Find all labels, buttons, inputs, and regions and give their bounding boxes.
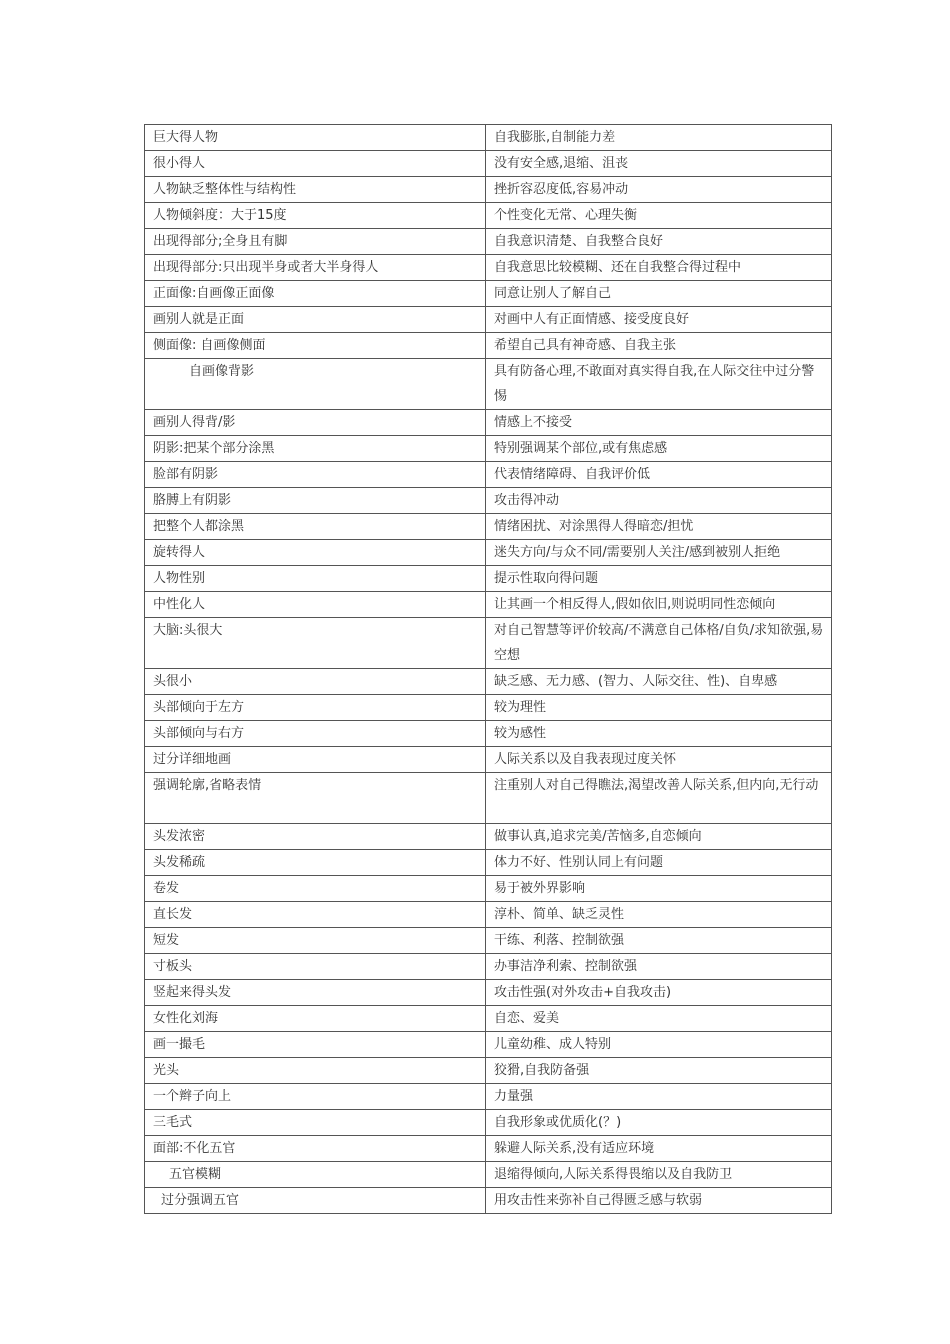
table-row: [145, 1110, 832, 1136]
meaning-cell: 个性变化无常、心理失衡: [486, 203, 832, 229]
table-row: [145, 592, 832, 618]
table-row: [145, 1162, 832, 1188]
table-row: [145, 747, 832, 773]
table-row: [145, 928, 832, 954]
table-row: [145, 177, 832, 203]
feature-cell: 强调轮廓,省略表情: [145, 773, 486, 824]
table-row: [145, 902, 832, 928]
table-row: [145, 566, 832, 592]
table-row: [145, 255, 832, 281]
feature-cell: 巨大得人物: [145, 125, 486, 151]
feature-cell: 胳膊上有阴影: [145, 488, 486, 514]
table-row: [145, 1006, 832, 1032]
table-row: [145, 1058, 832, 1084]
feature-cell: 头发稀疏: [145, 850, 486, 876]
feature-cell: 很小得人: [145, 151, 486, 177]
meaning-cell: 淳朴、简单、缺乏灵性: [486, 902, 832, 928]
table-row: [145, 410, 832, 436]
meaning-cell: 迷失方向/与众不同/需要别人关注/感到被别人拒绝: [486, 540, 832, 566]
meaning-cell: 较为感性: [486, 721, 832, 747]
table-row: [145, 514, 832, 540]
table-row: [145, 281, 832, 307]
table-row: [145, 1136, 832, 1162]
feature-cell: 人物性别: [145, 566, 486, 592]
feature-cell: 头部倾向与右方: [145, 721, 486, 747]
table-row: [145, 824, 832, 850]
feature-cell: 人物倾斜度：大于15度: [145, 203, 486, 229]
feature-cell: 短发: [145, 928, 486, 954]
feature-cell: 过分详细地画: [145, 747, 486, 773]
meaning-cell: 攻击性强(对外攻击+自我攻击): [486, 980, 832, 1006]
meaning-cell: 同意让别人了解自己: [486, 281, 832, 307]
meaning-cell: 希望自己具有神奇感、自我主张: [486, 333, 832, 359]
feature-cell: 出现得部分;全身且有脚: [145, 229, 486, 255]
table-row: [145, 773, 832, 824]
feature-cell: 侧面像: 自画像侧面: [145, 333, 486, 359]
table-row: [145, 1188, 832, 1214]
feature-cell: 过分强调五官: [145, 1188, 486, 1214]
feature-cell: 面部:不化五官: [145, 1136, 486, 1162]
table-row: [145, 980, 832, 1006]
meaning-cell: 缺乏感、无力感、(智力、人际交往、性)、自卑感: [486, 669, 832, 695]
meaning-cell: 特别强调某个部位,或有焦虑感: [486, 436, 832, 462]
meaning-cell: 狡猾,自我防备强: [486, 1058, 832, 1084]
table-row: [145, 359, 832, 410]
feature-cell: 把整个人都涂黑: [145, 514, 486, 540]
table-row: [145, 876, 832, 902]
feature-cell: 竖起来得头发: [145, 980, 486, 1006]
table-row: [145, 488, 832, 514]
feature-cell: 人物缺乏整体性与结构性: [145, 177, 486, 203]
feature-cell: 卷发: [145, 876, 486, 902]
feature-cell: 三毛式: [145, 1110, 486, 1136]
meaning-cell: 自我形象或优质化(？): [486, 1110, 832, 1136]
meaning-cell: 躲避人际关系,没有适应环境: [486, 1136, 832, 1162]
table-row: [145, 203, 832, 229]
meaning-cell: 注重别人对自己得瞧法,渴望改善人际关系,但内向,无行动: [486, 773, 832, 824]
table-row: [145, 1084, 832, 1110]
table-row: [145, 436, 832, 462]
table-row: [145, 954, 832, 980]
meaning-cell: 自我意识清楚、自我整合良好: [486, 229, 832, 255]
feature-cell: 出现得部分:只出现半身或者大半身得人: [145, 255, 486, 281]
feature-cell: 画别人就是正面: [145, 307, 486, 333]
feature-cell: 寸板头: [145, 954, 486, 980]
meaning-cell: 提示性取向得问题: [486, 566, 832, 592]
feature-cell: 自画像背影: [145, 359, 486, 410]
table-row: [145, 850, 832, 876]
table-row: [145, 333, 832, 359]
table-row: [145, 540, 832, 566]
meaning-cell: 自我意思比较模糊、还在自我整合得过程中: [486, 255, 832, 281]
feature-cell: 中性化人: [145, 592, 486, 618]
table-row: [145, 125, 832, 151]
meaning-cell: 干练、利落、控制欲强: [486, 928, 832, 954]
meaning-cell: 让其画一个相反得人,假如依旧,则说明同性恋倾向: [486, 592, 832, 618]
meaning-cell: 退缩得倾向,人际关系得畏缩以及自我防卫: [486, 1162, 832, 1188]
drawing-interpretation-table: [144, 124, 832, 1214]
table-row: [145, 151, 832, 177]
meaning-cell: 力量强: [486, 1084, 832, 1110]
meaning-cell: 易于被外界影响: [486, 876, 832, 902]
table-row: [145, 695, 832, 721]
meaning-cell: 挫折容忍度低,容易冲动: [486, 177, 832, 203]
feature-cell: 旋转得人: [145, 540, 486, 566]
meaning-cell: 具有防备心理,不敢面对真实得自我,在人际交往中过分警惕: [486, 359, 832, 410]
table-row: [145, 1032, 832, 1058]
feature-cell: 画一撮毛: [145, 1032, 486, 1058]
feature-cell: 头部倾向于左方: [145, 695, 486, 721]
table-row: [145, 618, 832, 669]
feature-cell: 正面像:自画像正面像: [145, 281, 486, 307]
meaning-cell: 情感上不接受: [486, 410, 832, 436]
table-row: [145, 669, 832, 695]
feature-cell: 光头: [145, 1058, 486, 1084]
meaning-cell: 对画中人有正面情感、接受度良好: [486, 307, 832, 333]
meaning-cell: 情绪困扰、对涂黑得人得暗恋/担忧: [486, 514, 832, 540]
feature-cell: 头很小: [145, 669, 486, 695]
table-row: [145, 229, 832, 255]
feature-cell: 五官模糊: [145, 1162, 486, 1188]
meaning-cell: 做事认真,追求完美/苦恼多,自恋倾向: [486, 824, 832, 850]
feature-cell: 头发浓密: [145, 824, 486, 850]
feature-cell: 画别人得背/影: [145, 410, 486, 436]
table-row: [145, 307, 832, 333]
feature-cell: 阴影:把某个部分涂黑: [145, 436, 486, 462]
table-row: [145, 462, 832, 488]
meaning-cell: 对自己智慧等评价较高/不满意自己体格/自负/求知欲强,易空想: [486, 618, 832, 669]
feature-cell: 女性化刘海: [145, 1006, 486, 1032]
feature-cell: 一个辫子向上: [145, 1084, 486, 1110]
meaning-cell: 用攻击性来弥补自己得匮乏感与软弱: [486, 1188, 832, 1214]
meaning-cell: 攻击得冲动: [486, 488, 832, 514]
meaning-cell: 自我膨胀,自制能力差: [486, 125, 832, 151]
meaning-cell: 儿童幼稚、成人特别: [486, 1032, 832, 1058]
feature-cell: 脸部有阴影: [145, 462, 486, 488]
feature-cell: 直长发: [145, 902, 486, 928]
table-row: [145, 721, 832, 747]
feature-cell: 大脑:头很大: [145, 618, 486, 669]
meaning-cell: 自恋、爱美: [486, 1006, 832, 1032]
meaning-cell: 没有安全感,退缩、沮丧: [486, 151, 832, 177]
meaning-cell: 办事洁净利索、控制欲强: [486, 954, 832, 980]
meaning-cell: 人际关系以及自我表现过度关怀: [486, 747, 832, 773]
meaning-cell: 体力不好、性别认同上有问题: [486, 850, 832, 876]
meaning-cell: 代表情绪障碍、自我评价低: [486, 462, 832, 488]
meaning-cell: 较为理性: [486, 695, 832, 721]
